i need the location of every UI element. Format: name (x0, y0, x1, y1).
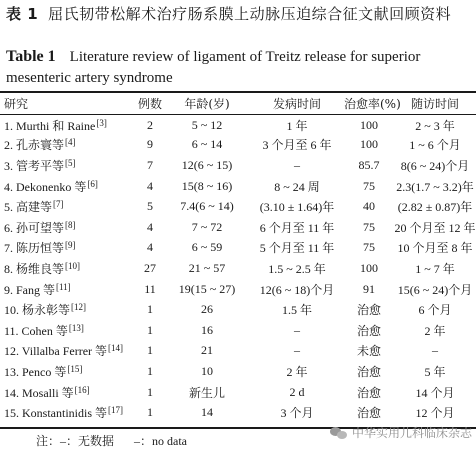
cell-cases: 4 (147, 178, 153, 193)
cell-study (0, 217, 136, 238)
cell-study (0, 402, 136, 423)
cell-age: 21 ~ 57 (188, 260, 226, 275)
study-name: 5. 高建等 (4, 200, 53, 215)
cell-cure-rate: 100 (360, 260, 378, 275)
cell-cure-rate: 未愈 (356, 344, 381, 359)
table-row (0, 114, 476, 135)
cell-follow-up: 2 年 (424, 323, 446, 338)
cell-onset: – (294, 343, 300, 358)
cell-study (0, 155, 136, 176)
table-row (0, 361, 476, 382)
cell-age: 19(15 ~ 27) (178, 281, 236, 296)
table-row (0, 299, 476, 320)
study-name: 11. Cohen 等 (4, 323, 68, 338)
cell-cure-rate: 75 (363, 178, 375, 193)
reference-number: [15] (67, 363, 83, 374)
cell-cases: 1 (147, 384, 153, 399)
cell-study (0, 258, 136, 279)
cell-age: 7.4(6 ~ 14) (180, 199, 234, 214)
cell-age: 6 ~ 14 (191, 137, 223, 152)
cell-onset: 5 个月至 11 年 (259, 241, 335, 256)
cell-study (0, 361, 136, 382)
cell-onset: (3.10 ± 1.64)年 (259, 200, 335, 215)
cell-follow-up: 2.3(1.7 ~ 3.2)年 (396, 179, 474, 194)
study-name: 12. Villalba Ferrer 等 (4, 344, 108, 359)
cell-cure-rate: 治愈 (356, 323, 381, 338)
cell-cure-rate: 91 (363, 281, 375, 296)
table-row (0, 196, 476, 217)
cell-cure-rate: 治愈 (356, 364, 381, 379)
cell-cases: 9 (147, 137, 153, 152)
cell-age: 10 (201, 363, 213, 378)
cell-follow-up: 20 个月至 12 年 (394, 220, 476, 235)
note-chinese: 注：–：无数据 (36, 434, 115, 448)
cell-cases: 1 (147, 363, 153, 378)
cell-cases: 27 (144, 260, 156, 275)
table-row (0, 279, 476, 300)
header-follow-up: 随访时间 (410, 97, 459, 111)
cell-study (0, 320, 136, 341)
study-name: 15. Konstantinidis 等 (4, 406, 108, 421)
cell-onset: 12(6 ~ 18)个月 (259, 282, 335, 297)
cell-cure-rate: 75 (363, 240, 375, 255)
cell-follow-up: 1 ~ 6 个月 (409, 138, 461, 153)
cell-study (0, 238, 136, 259)
study-name: 3. 管考平等 (4, 158, 65, 173)
cell-cases: 11 (144, 281, 156, 296)
cell-age: 5 ~ 12 (191, 117, 223, 132)
caption-english (6, 46, 472, 88)
cell-follow-up: – (432, 343, 438, 358)
cell-onset: 3 个月 (280, 406, 314, 421)
cell-study (0, 114, 136, 135)
table-row (0, 341, 476, 362)
cell-study (0, 382, 136, 403)
cell-cases: 5 (147, 199, 153, 214)
header-onset: 发病时间 (272, 97, 321, 111)
cell-cure-rate: 75 (363, 219, 375, 234)
cell-cases: 4 (147, 240, 153, 255)
caption-chinese-text: 屈氏韧带松解术治疗肠系膜上动脉压迫综合征文献回顾资料 (48, 5, 452, 23)
table-row (0, 258, 476, 279)
watermark (330, 424, 472, 441)
caption-chinese-label: 表 1 (6, 5, 39, 23)
cell-onset: 2 d (289, 384, 305, 399)
cell-age: 12(6 ~ 15) (181, 157, 233, 172)
watermark-text: 中华实用儿科临床杂志 (351, 426, 472, 440)
cell-age: 21 (201, 343, 213, 358)
cell-follow-up: 10 个月至 8 年 (397, 241, 473, 256)
reference-number: [13] (68, 322, 84, 333)
cell-follow-up: 8(6 ~ 24)个月 (400, 158, 470, 173)
reference-number: [16] (74, 384, 90, 395)
reference-number: [7] (53, 199, 64, 210)
cell-study (0, 176, 136, 197)
table-header-row (0, 93, 476, 114)
cell-age: 新生儿 (188, 385, 225, 400)
cell-cases: 2 (147, 117, 153, 132)
cell-cure-rate: 85.7 (358, 157, 380, 172)
table-row (0, 320, 476, 341)
table-row (0, 176, 476, 197)
table-note (36, 432, 207, 449)
cell-follow-up: 6 个月 (418, 303, 452, 318)
reference-number: [17] (108, 405, 124, 416)
cell-age: 15(8 ~ 16) (181, 178, 233, 193)
cell-age: 26 (201, 302, 213, 317)
table-row (0, 135, 476, 156)
reference-number: [12] (71, 302, 87, 313)
cell-cases: 7 (147, 157, 153, 172)
table-row (0, 238, 476, 259)
cell-study (0, 135, 136, 156)
table-row (0, 155, 476, 176)
reference-number: [5] (65, 157, 76, 168)
header-study: 研究 (4, 97, 29, 111)
cell-study (0, 279, 136, 300)
cell-cases: 1 (147, 322, 153, 337)
cell-study (0, 196, 136, 217)
caption-english-text: Literature review of ligament of Treitz release for superior mesenteric artery syndrome (6, 49, 421, 86)
cell-age: 6 ~ 59 (191, 240, 223, 255)
cell-cure-rate: 100 (360, 137, 378, 152)
cell-onset: 3 个月至 6 年 (262, 138, 332, 153)
cell-cure-rate: 治愈 (356, 385, 381, 400)
reference-number: [8] (65, 219, 76, 230)
study-name: 13. Penco 等 (4, 364, 67, 379)
cell-onset: 6 个月至 11 年 (259, 220, 335, 235)
cell-study (0, 341, 136, 362)
cell-onset: 1.5 ~ 2.5 年 (268, 261, 326, 276)
table-row (0, 217, 476, 238)
header-cure-rate: 治愈率(%) (344, 97, 401, 111)
study-name: 7. 陈历恒等 (4, 241, 65, 256)
reference-number: [9] (65, 240, 76, 251)
study-name: 1. Murthi 和 Raine (4, 118, 96, 133)
cell-onset: 8 ~ 24 周 (274, 179, 320, 194)
study-name: 9. Fang 等 (4, 282, 56, 297)
cell-study (0, 299, 136, 320)
reference-number: [6] (87, 178, 98, 189)
note-english: –：no data (134, 434, 188, 448)
reference-number: [3] (96, 117, 107, 128)
cell-cure-rate: 治愈 (356, 406, 381, 421)
cell-follow-up: 12 个月 (415, 406, 455, 421)
cell-onset: – (294, 157, 300, 172)
cell-onset: 1.5 年 (281, 303, 312, 318)
cell-onset: 2 年 (286, 364, 308, 379)
study-name: 10. 杨永彰等 (4, 303, 71, 318)
study-name: 4. Dekonenko 等 (4, 179, 87, 194)
header-age: 年龄(岁) (184, 97, 230, 111)
study-name: 14. Mosalli 等 (4, 385, 74, 400)
cell-cases: 1 (147, 405, 153, 420)
cell-cure-rate: 40 (363, 199, 375, 214)
caption-chinese (6, 4, 470, 25)
cell-onset: – (294, 322, 300, 337)
table-row (0, 382, 476, 403)
cell-follow-up: 1 ~ 7 年 (415, 261, 455, 276)
caption-english-label: Table 1 (6, 48, 56, 65)
cell-follow-up: 14 个月 (415, 385, 455, 400)
reference-number: [10] (65, 260, 81, 271)
literature-table (0, 93, 476, 423)
cell-cases: 4 (147, 219, 153, 234)
cell-follow-up: (2.82 ± 0.87)年 (397, 200, 473, 215)
study-name: 6. 孙可望等 (4, 220, 65, 235)
reference-number: [14] (108, 343, 124, 354)
cell-follow-up: 15(6 ~ 24)个月 (397, 282, 473, 297)
cell-follow-up: 5 年 (424, 364, 446, 379)
study-name: 8. 杨维良等 (4, 261, 65, 276)
cell-follow-up: 2 ~ 3 年 (415, 118, 455, 133)
header-cases: 例数 (137, 97, 162, 111)
reference-number: [11] (56, 281, 71, 292)
cell-age: 14 (201, 405, 213, 420)
cell-cases: 1 (147, 302, 153, 317)
cell-age: 16 (201, 322, 213, 337)
cell-cure-rate: 治愈 (356, 303, 381, 318)
study-name: 2. 孔赤寰等 (4, 138, 65, 153)
reference-number: [4] (65, 137, 76, 148)
cell-cure-rate: 100 (360, 117, 378, 132)
cell-age: 7 ~ 72 (191, 219, 223, 234)
cell-onset: 1 年 (286, 118, 308, 133)
cell-cases: 1 (147, 343, 153, 358)
table-row (0, 402, 476, 423)
wechat-icon (330, 426, 348, 440)
